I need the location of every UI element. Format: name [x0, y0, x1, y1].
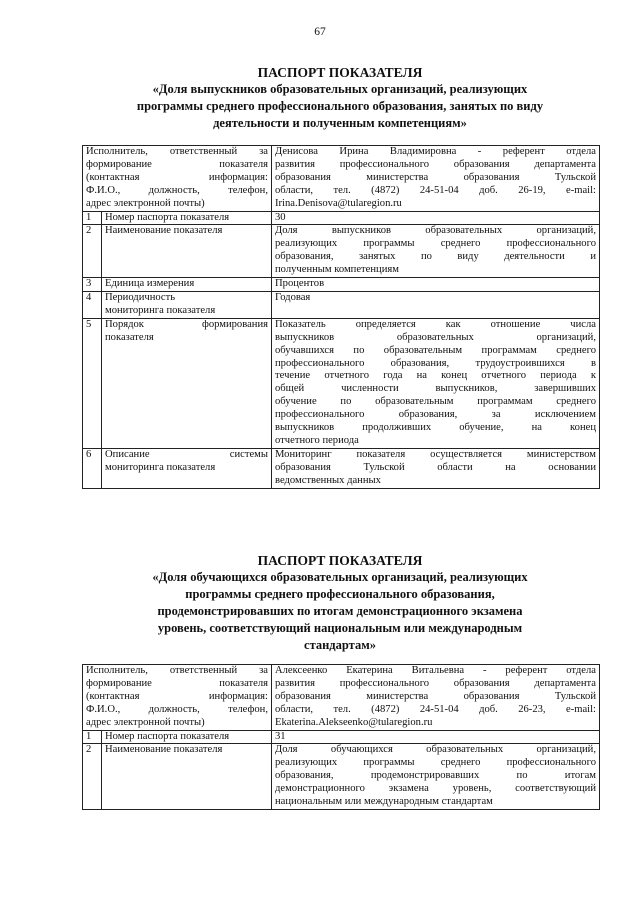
passport-1-body — [83, 146, 600, 489]
table-row — [83, 278, 600, 292]
executor-label-line: Ф.И.О., должность, телефон, — [86, 703, 268, 715]
row-number: 3 — [83, 278, 102, 292]
row-label-line: Описание системы — [105, 448, 268, 460]
executor-label-line: (контактная информация: — [86, 171, 268, 183]
row-label — [102, 291, 272, 318]
row-label-line: мониторинга показателя — [105, 304, 216, 316]
executor-value — [272, 665, 600, 731]
executor-label-line: (контактная информация: — [86, 690, 268, 702]
row-label — [102, 211, 272, 225]
row-value-line: образования Тульской области на основании — [275, 461, 596, 473]
passport-1-title: ПАСПОРТ ПОКАЗАТЕЛЯ — [257, 65, 423, 80]
executor-value-line: развития профессионального образования департамента — [275, 677, 596, 689]
row-value-line: обучавшихся по образовательным программам среднего — [275, 344, 596, 356]
row-value-line: обучение по образовательным программам среднего — [275, 396, 596, 408]
row-value-line: 31 — [275, 730, 286, 742]
row-value — [272, 318, 600, 448]
executor-value — [272, 146, 600, 212]
row-label-line: Периодичность — [105, 291, 176, 303]
executor-label-line: адрес электронной почты) — [86, 716, 205, 728]
row-value-line: Мониторинг показателя осуществляется министерством — [275, 448, 596, 460]
row-value-line: демонстрационного экзамена уровень, соответствующий — [275, 783, 596, 795]
row-number: 4 — [83, 291, 102, 318]
executor-label-line: формирование показателя — [86, 158, 268, 170]
passport-2-heading — [70, 552, 610, 654]
executor-value-line: образования министерства образования Тульской — [275, 171, 596, 183]
row-number: 2 — [83, 225, 102, 278]
row-label-line: Номер паспорта показателя — [105, 730, 230, 742]
executor-value-line: Irina.Denisova@tularegion.ru — [275, 197, 402, 209]
table-row — [83, 318, 600, 448]
row-label-line: Порядок формирования — [105, 318, 268, 330]
row-value-line: реализующих программы среднего профессионального — [275, 757, 596, 769]
row-label — [102, 744, 272, 810]
executor-label-line: формирование показателя — [86, 677, 268, 689]
row-label-line: Номер паспорта показателя — [105, 211, 230, 223]
row-value-line: образования, занятых по виду деятельности и — [275, 251, 596, 263]
row-value-line: отчетного периода — [275, 434, 359, 446]
executor-row — [83, 665, 600, 731]
row-value-line: Годовая — [275, 291, 311, 303]
row-label-line: Единица измерения — [105, 278, 195, 290]
row-value-line: профессионального образования, за исключением — [275, 409, 596, 421]
row-number: 6 — [83, 448, 102, 488]
row-value — [272, 291, 600, 318]
table-row — [83, 291, 600, 318]
row-value-line: течение отчетного года на конец отчетного периода к — [275, 370, 596, 382]
row-label — [102, 448, 272, 488]
row-value-line: Доля обучающихся образовательных организаций, — [275, 744, 596, 756]
row-value-line: выпускников продолживших обучение, на конец — [275, 422, 596, 434]
passport-1-subtitle: «Доля выпускников образовательных организаций, реализующих программы среднего профессионального образования, занятых по виду деятельности и полученным компетенциям» — [136, 82, 544, 130]
row-value-line: полученным компетенциям — [275, 264, 399, 276]
row-label-line: Наименование показателя — [105, 225, 223, 237]
row-label-line: показателя — [105, 331, 154, 343]
page-number: 67 — [314, 26, 326, 38]
row-label — [102, 225, 272, 278]
row-value-line: Процентов — [275, 278, 325, 290]
executor-label — [83, 665, 272, 731]
passport-1-table — [82, 145, 600, 489]
row-value — [272, 730, 600, 744]
executor-label — [83, 146, 272, 212]
row-label — [102, 318, 272, 448]
row-value-line: национальным или международным стандартам — [275, 796, 493, 808]
table-row — [83, 730, 600, 744]
row-number: 1 — [83, 211, 102, 225]
row-value — [272, 211, 600, 225]
executor-label-line: Ф.И.О., должность, телефон, — [86, 184, 268, 196]
executor-label-line: Исполнитель, ответственный за — [86, 665, 268, 676]
executor-value-line: развития профессионального образования департамента — [275, 158, 596, 170]
table-row — [83, 225, 600, 278]
executor-value-line: области, тел. (4872) 24-51-04 доб. 26-23, e-mail: — [275, 703, 596, 715]
row-value-line: Доля выпускников образовательных организаций, — [275, 225, 596, 237]
row-label — [102, 730, 272, 744]
row-value-line: Показатель определяется как отношение числа — [275, 318, 596, 330]
passport-2-subtitle: «Доля обучающихся образовательных организаций, реализующих программы среднего профессионального образования, продемонстрировавших по итогам демонстрационного экзамена уровень, соответствующий национальным или международным стандартам» — [152, 570, 528, 652]
row-value-line: образования, продемонстрировавших по итогам — [275, 770, 596, 782]
row-value-line: реализующих программы среднего профессионального — [275, 238, 596, 250]
row-value-line: общей численности выпускников, завершивших — [275, 383, 596, 395]
executor-value-line: Денисова Ирина Владимировна - референт отдела — [275, 146, 596, 157]
row-value — [272, 744, 600, 810]
executor-value-line: Ekaterina.Alekseenko@tularegion.ru — [275, 716, 433, 728]
table-row — [83, 211, 600, 225]
executor-value-line: Алексеенко Екатерина Витальевна - референт отдела — [275, 665, 596, 676]
row-value-line: ведомственных данных — [275, 474, 381, 486]
row-value — [272, 278, 600, 292]
row-label-line: мониторинга показателя — [105, 461, 216, 473]
table-row — [83, 744, 600, 810]
row-number: 1 — [83, 730, 102, 744]
row-label — [102, 278, 272, 292]
executor-label-line: адрес электронной почты) — [86, 197, 205, 209]
row-number: 5 — [83, 318, 102, 448]
row-value-line: 30 — [275, 211, 286, 223]
executor-label-line: Исполнитель, ответственный за — [86, 146, 268, 157]
executor-row — [83, 146, 600, 212]
passport-2-body — [83, 665, 600, 810]
passport-2-title: ПАСПОРТ ПОКАЗАТЕЛЯ — [257, 553, 423, 568]
row-number: 2 — [83, 744, 102, 810]
table-row — [83, 448, 600, 488]
row-value — [272, 448, 600, 488]
row-label-line: Наименование показателя — [105, 744, 223, 756]
row-value — [272, 225, 600, 278]
row-value-line: профессионального образования, трудоустроившихся в — [275, 357, 596, 369]
row-value-line: выпускников образовательных организаций, — [275, 331, 596, 343]
executor-value-line: образования министерства образования Тульской — [275, 690, 596, 702]
passport-1-heading — [70, 64, 610, 132]
passport-2-table — [82, 664, 600, 810]
executor-value-line: области, тел. (4872) 24-51-04 доб. 26-19, e-mail: — [275, 184, 596, 196]
